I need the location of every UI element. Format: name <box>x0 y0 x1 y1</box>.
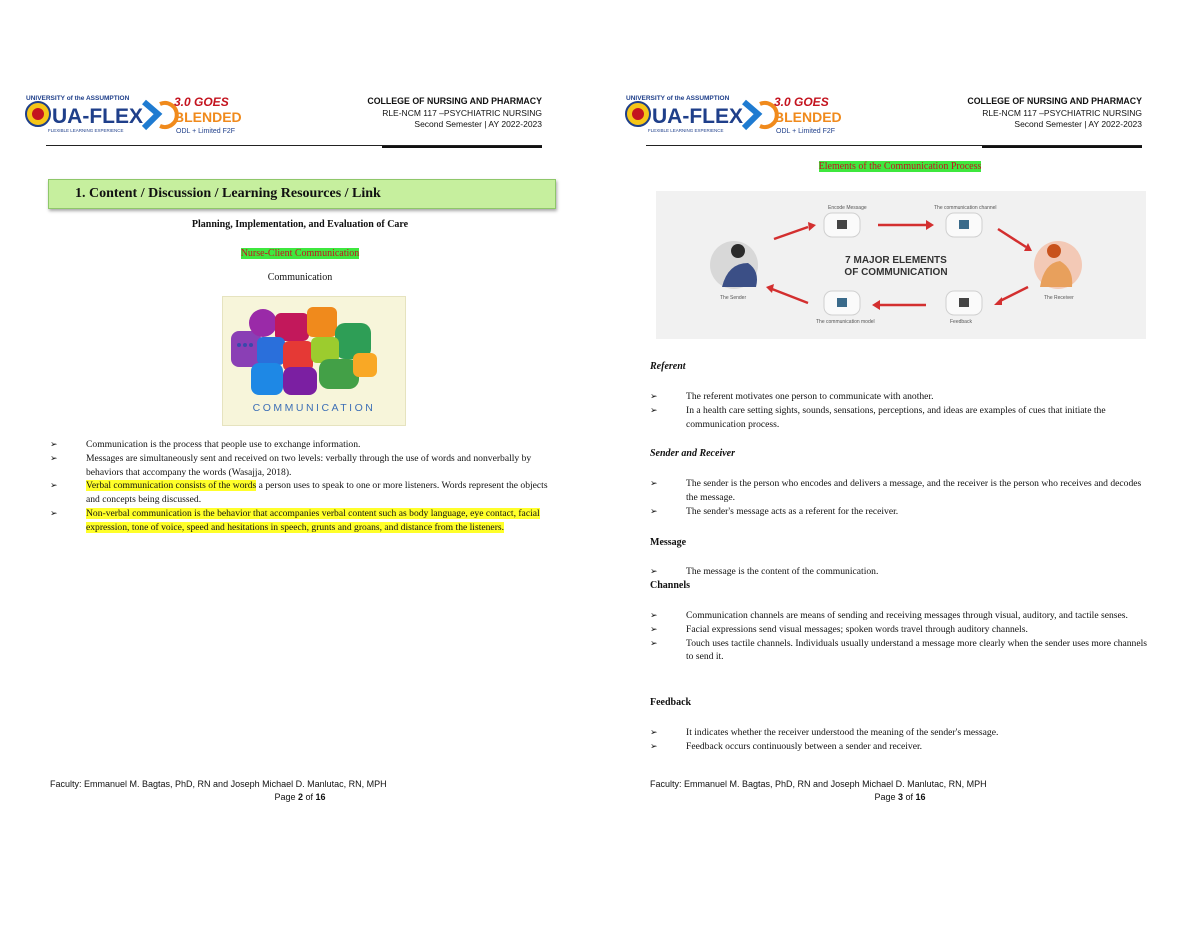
list-item: ➢ In a health care setting sights, sounds, sensations, perceptions, and ideas are examples of cues that initiate the communication process. <box>650 404 1106 430</box>
channels-heading: Channels <box>650 580 691 591</box>
svg-text:The communication channel: The communication channel <box>934 205 997 211</box>
bullet-arrow-icon: ➢ <box>50 507 58 518</box>
list-item: ➢ Verbal communication consists of the words a person uses to speak to one or more listeners. Words represent the objects and concepts being discussed. <box>50 480 548 506</box>
list-item: ➢ Facial expressions send visual messages; spoken words travel through auditory channels. <box>650 623 1028 635</box>
page-footer <box>650 778 1150 803</box>
svg-text:UA-FLEX: UA-FLEX <box>652 105 743 128</box>
svg-text:The communication model: The communication model <box>816 319 875 325</box>
header-rule-bold <box>982 146 1142 148</box>
faculty-credit: Faculty: Emmanuel M. Bagtas, PhD, RN and Joseph Michael D. Manlutac, RN, MPH <box>50 779 387 789</box>
svg-text:Encode Message: Encode Message <box>828 205 867 211</box>
page-header <box>367 96 542 131</box>
elements-heading: Elements of the Communication Process <box>818 161 982 172</box>
svg-text:FLEXIBLE LEARNING EXPERIENCE: FLEXIBLE LEARNING EXPERIENCE <box>48 128 124 133</box>
svg-text:ODL + Limited F2F: ODL + Limited F2F <box>176 128 236 135</box>
svg-text:3.0 GOES: 3.0 GOES <box>774 95 829 109</box>
course-code: RLE-NCM 117 –PSYCHIATRIC NURSING <box>382 107 542 118</box>
list-item: ➢ Communication channels are means of sending and receiving messages through visual, auditory, and tactile senses. <box>650 610 1128 621</box>
page-header <box>967 96 1142 131</box>
referent-heading: Referent <box>650 361 686 372</box>
list-item: ➢ The message is the content of the communication. <box>650 566 879 577</box>
bullet-arrow-icon: ➢ <box>650 740 658 751</box>
header-rule-bold <box>382 146 542 148</box>
page-number: Page 2 of 16 <box>274 791 326 802</box>
page-number: Page 3 of 16 <box>874 791 926 802</box>
communication-illustration <box>222 296 406 426</box>
page-footer <box>50 778 550 803</box>
bullet-arrow-icon: ➢ <box>650 623 658 634</box>
sender-receiver-bullets <box>650 477 1152 518</box>
ua-flex-logo <box>24 92 250 138</box>
subtopic-heading: Communication <box>267 272 333 283</box>
feedback-bullets <box>650 726 1152 754</box>
bullet-arrow-icon: ➢ <box>650 637 658 648</box>
bullet-arrow-icon: ➢ <box>650 478 658 488</box>
list-item: ➢ Messages are simultaneously sent and received on two levels: verbally through the use of words and nonverbally by behaviors that accompany the words (Wasajja, 2018). <box>50 452 532 478</box>
bullet-arrow-icon: ➢ <box>650 727 658 737</box>
message-bullets <box>650 565 1152 579</box>
sender-receiver-heading: Sender and Receiver <box>650 448 735 459</box>
semester: Second Semester | AY 2022-2023 <box>1014 119 1142 129</box>
ua-flex-logo <box>624 92 850 138</box>
bullet-arrow-icon: ➢ <box>650 505 658 516</box>
svg-text:UNIVERSITY of the ASSUMPTION: UNIVERSITY of the ASSUMPTION <box>26 95 130 102</box>
feedback-heading: Feedback <box>650 697 692 708</box>
semester: Second Semester | AY 2022-2023 <box>414 119 542 129</box>
svg-text:Feedback: Feedback <box>950 319 972 325</box>
elements-diagram <box>656 191 1146 339</box>
svg-text:FLEXIBLE LEARNING EXPERIENCE: FLEXIBLE LEARNING EXPERIENCE <box>648 128 724 133</box>
list-item: ➢ The sender's message acts as a referent for the receiver. <box>650 505 899 517</box>
list-item: ➢ Feedback occurs continuously between a sender and receiver. <box>650 740 923 752</box>
referent-bullets <box>650 390 1152 431</box>
list-item: ➢ The referent motivates one person to communicate with another. <box>650 391 934 402</box>
section-title: 1. Content / Discussion / Learning Resources / Link <box>75 186 381 201</box>
list-item: ➢ It indicates whether the receiver understood the meaning of the sender's message. <box>650 727 999 738</box>
list-item: ➢ Communication is the process that people use to exchange information. <box>50 439 361 450</box>
svg-text:The Sender: The Sender <box>720 295 747 301</box>
svg-text:7 MAJOR ELEMENTS: 7 MAJOR ELEMENTS <box>845 255 947 266</box>
bullet-arrow-icon: ➢ <box>50 439 58 449</box>
svg-text:ODL + Limited F2F: ODL + Limited F2F <box>776 128 836 135</box>
message-heading: Message <box>650 537 687 548</box>
svg-text:UNIVERSITY of the ASSUMPTION: UNIVERSITY of the ASSUMPTION <box>626 95 730 102</box>
section-title-box <box>48 179 556 209</box>
svg-text:COMMUNICATION: COMMUNICATION <box>252 402 376 414</box>
list-item: ➢ Touch uses tactile channels. Individuals usually understand a message more clearly when the sender uses more channels to send it. <box>650 637 1148 663</box>
topic-heading: Nurse-Client Communication <box>240 248 360 259</box>
svg-text:BLENDED: BLENDED <box>174 109 242 125</box>
faculty-credit: Faculty: Emmanuel M. Bagtas, PhD, RN and Joseph Michael D. Manlutac, RN, MPH <box>650 779 987 789</box>
college-name: COLLEGE OF NURSING AND PHARMACY <box>967 96 1142 106</box>
bullet-arrow-icon: ➢ <box>650 404 658 415</box>
svg-text:BLENDED: BLENDED <box>774 109 842 125</box>
course-code: RLE-NCM 117 –PSYCHIATRIC NURSING <box>982 107 1142 118</box>
svg-text:OF COMMUNICATION: OF COMMUNICATION <box>844 267 948 278</box>
bullet-arrow-icon: ➢ <box>650 566 658 576</box>
subtitle: Planning, Implementation, and Evaluation of Care <box>191 219 409 230</box>
svg-text:3.0 GOES: 3.0 GOES <box>174 95 229 109</box>
bullet-arrow-icon: ➢ <box>650 610 658 620</box>
communication-bullets <box>50 438 554 535</box>
bullet-arrow-icon: ➢ <box>650 391 658 401</box>
college-name: COLLEGE OF NURSING AND PHARMACY <box>367 96 542 106</box>
svg-text:UA-FLEX: UA-FLEX <box>52 105 143 128</box>
channels-bullets <box>650 609 1152 664</box>
list-item: ➢ Non-verbal communication is the behavior that accompanies verbal content such as body language, eye contact, facial expression, tone of voice, speed and hesitations in speech, grunts and groans, and distance from the listeners. <box>50 507 540 533</box>
list-item: ➢ The sender is the person who encodes and delivers a message, and the receiver is the person who receives and decodes the message. <box>650 478 1142 503</box>
bullet-arrow-icon: ➢ <box>50 452 58 463</box>
svg-text:The Receiver: The Receiver <box>1044 295 1074 301</box>
bullet-arrow-icon: ➢ <box>50 480 58 491</box>
